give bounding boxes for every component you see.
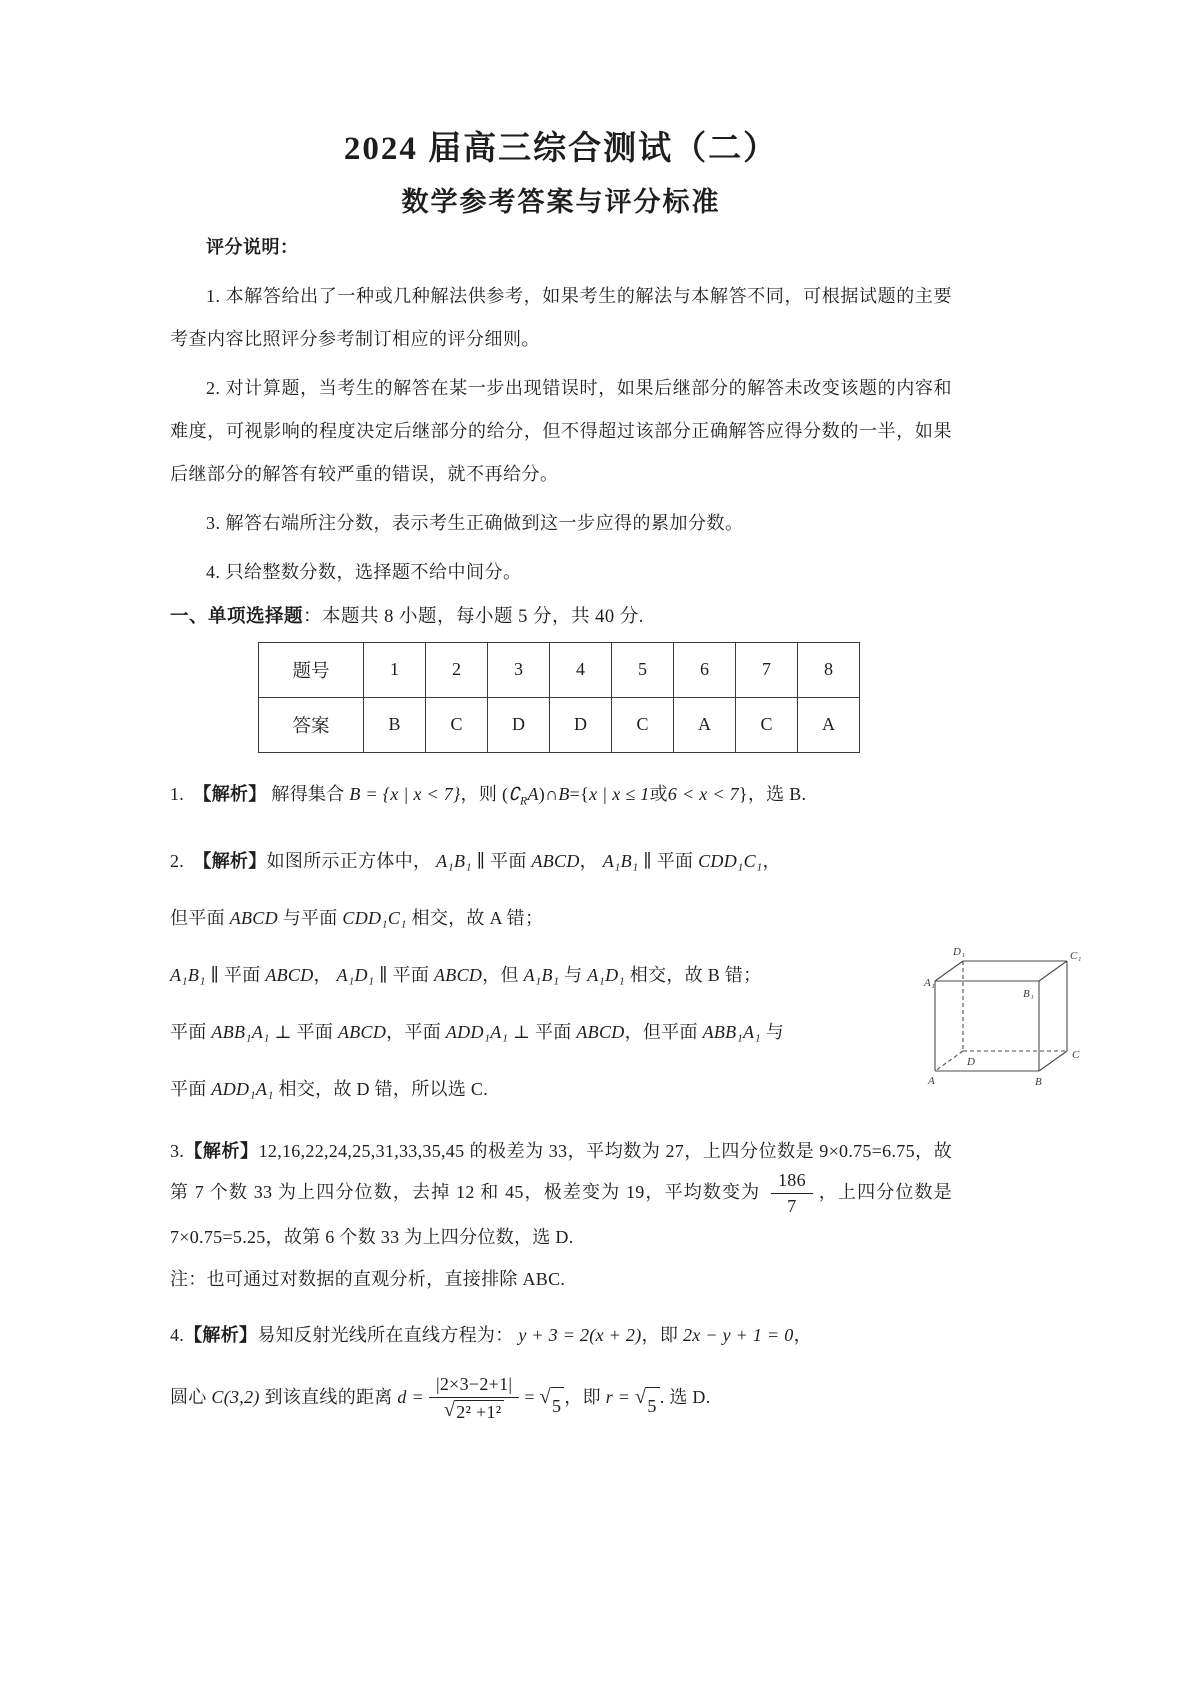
document-content xyxy=(170,0,1082,1424)
solution-3-note xyxy=(170,1264,952,1294)
solutions-section xyxy=(170,779,1082,1424)
cube-diagram-svg xyxy=(912,939,1088,1091)
solution-2-line-5: 平面 ADD₁A₁ 相交，故 D 错，所以选 C. xyxy=(170,1078,489,1099)
question-number-cell: 3 xyxy=(488,642,550,697)
question-number-cell: 5 xyxy=(612,642,674,697)
cube-solid-edges xyxy=(935,961,1067,1071)
question-number-cell: 4 xyxy=(550,642,612,697)
vertex-label-d: D xyxy=(967,1055,976,1068)
question-number-row xyxy=(259,642,860,697)
answer-table xyxy=(258,642,860,753)
solution-2-line-1: 2. 【解析】如图所示正方体中， A₁B₁ ∥ 平面 ABCD， A₁B₁ ∥ 平面 CDD₁C₁， xyxy=(170,850,781,871)
question-number-cell: 2 xyxy=(426,642,488,697)
solution-2-line-2: 但平面 ABCD 与平面 CDD₁C₁ 相交，故 A 错； xyxy=(170,907,544,928)
solution-1 xyxy=(170,779,952,817)
vertex-label-c: C xyxy=(1072,1048,1080,1061)
answer-cell: B xyxy=(364,697,426,752)
answer-cell: C xyxy=(426,697,488,752)
grading-note-2: 2. 对计算题，当考生的解答在某一步出现错误时，如果后继部分的解答未改变该题的内容和难度，可视影响的程度决定后继部分的给分，但不得超过该部分正确解答应得分数的一半，如果后继部分的解答有较严重的错误，就不再给分。 xyxy=(170,377,952,484)
answer-cell: D xyxy=(488,697,550,752)
solution-2-line-3: A₁B₁ ∥ 平面 ABCD， A₁D₁ ∥ 平面 ABCD，但 A₁B₁ 与 A₁D₁ 相交，故 B 错； xyxy=(170,964,762,985)
grading-notes-section xyxy=(170,226,952,594)
solution-1-line-1: 1. 【解析】 解得集合 B = {x | x < 7}，则 $(∁_RA)\cap B=\{x$ | x ≤ 1或6 < x < 7}，选 B. xyxy=(170,783,807,808)
vertex-label-b: B xyxy=(1035,1075,1043,1088)
document-title: 2024 届高三综合测试（二） xyxy=(343,131,779,167)
question-number-cell: 8 xyxy=(798,642,860,697)
grading-notes-heading: 评分说明： xyxy=(206,236,299,257)
vertex-label-b1: B₁ xyxy=(1023,987,1035,1000)
answer-cell: A xyxy=(674,697,736,752)
question-number-cell: 6 xyxy=(674,642,736,697)
solution-2 xyxy=(170,847,1082,1103)
section-heading-multiple-choice xyxy=(170,602,952,628)
solution-3-note-line: 注：也可通过对数据的直观分析，直接排除 ABC. xyxy=(170,1268,566,1289)
answer-cell: C xyxy=(736,697,798,752)
grading-note-3: 3. 解答右端所注分数，表示考生正确做到这一步应得的累加分数。 xyxy=(206,512,744,533)
vertex-label-a1: A₁ xyxy=(924,976,936,989)
section-heading-rest: ：本题共 8 小题，每小题 5 分，共 40 分. xyxy=(303,606,644,627)
answer-row xyxy=(259,697,860,752)
cube-hidden-edges xyxy=(935,961,1067,1071)
question-number-cell: 7 xyxy=(736,642,798,697)
section-heading-bold: 一、单项选择题 xyxy=(170,606,304,627)
document-subtitle: 数学参考答案与评分标准 xyxy=(401,186,721,217)
row-header-answer: 答案 xyxy=(259,697,364,752)
solution-3-body: 3.【解析】12,16,22,24,25,31,33,35,45 的极差为 33，平均数为 27，上四分位数是 9×0.75=6.75，故第 7 个数 33 为上四分位数，去掉 12 和 45，极差变为 19，平均数变为 $\frac{186}{7}$ ，上四分位数是 7×0.75=5.25，故第 6 个数 33 为上四分位数，选 D. xyxy=(170,1140,953,1247)
solution-2-line-4: 平面 ABB₁A₁ ⊥ 平面 ABCD，平面 ADD₁A₁ ⊥ 平面 ABCD，但平面 ABB₁A₁ 与 xyxy=(170,1021,784,1042)
row-header-question-number: 题号 xyxy=(259,642,364,697)
cube-diagram xyxy=(912,939,1088,1091)
answer-cell: C xyxy=(612,697,674,752)
solution-4-line-2: 圆心 C(3,2) 到该直线的距离 d = |2×3−2+1| √ 2² +1² = √ 5 ，即 r = √ 5 . 选 D. xyxy=(170,1373,711,1423)
solution-4 xyxy=(170,1318,952,1424)
solution-4-line-1: 4.【解析】易知反射光线所在直线方程为： y + 3 = 2(x + 2)，即 2x − y + 1 = 0， xyxy=(170,1324,812,1345)
solution-3 xyxy=(170,1132,952,1256)
vertex-label-d1: D₁ xyxy=(953,945,966,958)
grading-note-4: 4. 只给整数分数，选择题不给中间分。 xyxy=(206,561,522,582)
answer-cell: D xyxy=(550,697,612,752)
vertex-label-a: A xyxy=(928,1074,936,1087)
question-number-cell: 1 xyxy=(364,642,426,697)
answer-cell: A xyxy=(798,697,860,752)
vertex-label-c1: C₁ xyxy=(1070,949,1082,962)
grading-note-1: 1. 本解答给出了一种或几种解法供参考，如果考生的解法与本解答不同，可根据试题的主要考查内容比照评分参考制订相应的评分细则。 xyxy=(170,285,952,349)
